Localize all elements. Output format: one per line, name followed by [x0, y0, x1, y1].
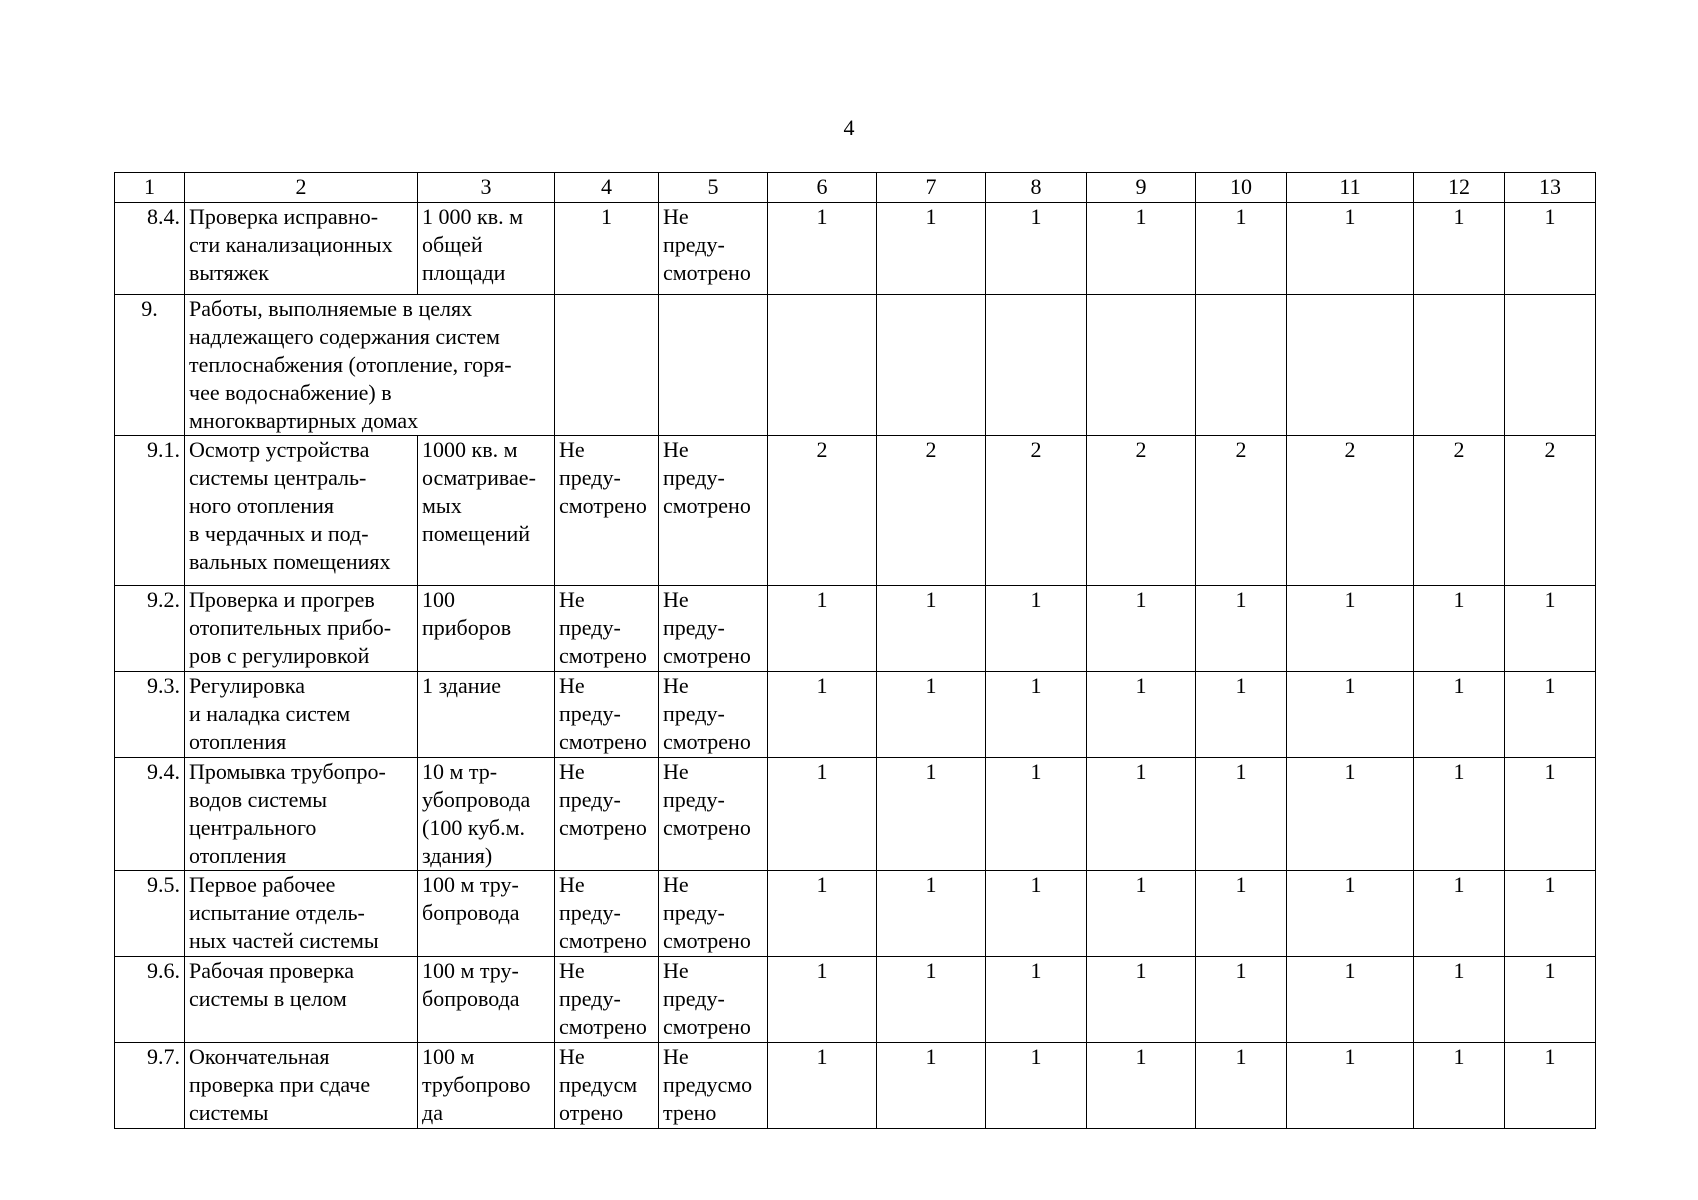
value-cell: 1 [1196, 672, 1287, 758]
table-row [115, 758, 1596, 871]
value-cell [986, 295, 1087, 436]
header-cell: 11 [1287, 173, 1414, 203]
value-cell [877, 295, 986, 436]
value-cell: 1 [1287, 672, 1414, 758]
col4-cell: Не преду- смотрено [555, 436, 659, 586]
value-cell: 1 [1087, 672, 1196, 758]
value-cell: 1 [1287, 1043, 1414, 1129]
col5-cell: Не преду- смотрено [659, 871, 768, 957]
unit-cell: 100 м трубопрово да [418, 1043, 555, 1129]
value-cell: 1 [1087, 203, 1196, 295]
value-cell: 1 [1505, 758, 1596, 871]
value-cell: 1 [877, 586, 986, 672]
value-cell: 1 [986, 758, 1087, 871]
value-cell: 1 [768, 1043, 877, 1129]
table-row [115, 672, 1596, 758]
work-name: Промывка трубопро- водов системы центрального отопления [185, 758, 418, 871]
table-row [115, 1043, 1596, 1129]
value-cell: 1 [768, 203, 877, 295]
value-cell: 1 [986, 672, 1087, 758]
table-row [115, 295, 1596, 436]
header-cell: 9 [1087, 173, 1196, 203]
row-number: 8.4. [115, 203, 185, 295]
value-cell: 2 [1414, 436, 1505, 586]
col5-cell [659, 295, 768, 436]
value-cell: 1 [877, 758, 986, 871]
value-cell: 1 [768, 758, 877, 871]
row-number: 9.7. [115, 1043, 185, 1129]
col5-cell: Не преду- смотрено [659, 203, 768, 295]
header-cell: 6 [768, 173, 877, 203]
col4-cell: Не преду- смотрено [555, 586, 659, 672]
value-cell [1196, 295, 1287, 436]
value-cell [1414, 295, 1505, 436]
value-cell: 1 [1196, 871, 1287, 957]
value-cell: 1 [986, 957, 1087, 1043]
value-cell: 1 [877, 957, 986, 1043]
unit-cell: 100 приборов [418, 586, 555, 672]
value-cell: 1 [1414, 1043, 1505, 1129]
value-cell: 1 [1505, 672, 1596, 758]
value-cell: 1 [1087, 1043, 1196, 1129]
value-cell [1505, 295, 1596, 436]
value-cell: 1 [1196, 1043, 1287, 1129]
value-cell: 1 [1196, 203, 1287, 295]
value-cell: 1 [1414, 871, 1505, 957]
value-cell: 1 [1196, 957, 1287, 1043]
row-number: 9.2. [115, 586, 185, 672]
work-name: Регулировка и наладка систем отопления [185, 672, 418, 758]
value-cell: 2 [986, 436, 1087, 586]
value-cell: 1 [1505, 586, 1596, 672]
header-cell: 4 [555, 173, 659, 203]
header-cell: 3 [418, 173, 555, 203]
value-cell: 1 [986, 203, 1087, 295]
value-cell: 1 [1087, 758, 1196, 871]
page-number: 4 [843, 115, 855, 140]
row-number: 9.5. [115, 871, 185, 957]
value-cell: 1 [1087, 871, 1196, 957]
value-cell: 1 [768, 957, 877, 1043]
work-name: Работы, выполняемые в целях надлежащего содержания систем теплоснабжения (отопление, горя- чее водоснабжение) в многоквартирных домах [185, 295, 555, 436]
row-number: 9.4. [115, 758, 185, 871]
col5-cell: Не преду- смотрено [659, 672, 768, 758]
table-row [115, 203, 1596, 295]
col4-cell: Не преду- смотрено [555, 758, 659, 871]
col4-cell: Не предусм отрено [555, 1043, 659, 1129]
value-cell: 1 [986, 871, 1087, 957]
value-cell: 1 [877, 672, 986, 758]
table-row [115, 957, 1596, 1043]
value-cell [1287, 295, 1414, 436]
value-cell: 1 [768, 672, 877, 758]
header-cell: 5 [659, 173, 768, 203]
col5-cell: Не преду- смотрено [659, 436, 768, 586]
value-cell [768, 295, 877, 436]
header-cell: 1 [115, 173, 185, 203]
table-row [115, 436, 1596, 586]
value-cell: 1 [1505, 203, 1596, 295]
col4-cell: 1 [555, 203, 659, 295]
value-cell: 1 [877, 871, 986, 957]
unit-cell: 100 м тру- бопровода [418, 871, 555, 957]
value-cell: 1 [1505, 957, 1596, 1043]
col5-cell: Не предусмо трено [659, 1043, 768, 1129]
row-number: 9.6. [115, 957, 185, 1043]
col4-cell [555, 295, 659, 436]
work-name: Окончательная проверка при сдаче системы [185, 1043, 418, 1129]
work-name: Рабочая проверка системы в целом [185, 957, 418, 1043]
value-cell: 1 [1087, 586, 1196, 672]
header-cell: 12 [1414, 173, 1505, 203]
value-cell: 1 [877, 1043, 986, 1129]
col4-cell: Не преду- смотрено [555, 871, 659, 957]
value-cell: 1 [768, 871, 877, 957]
value-cell: 1 [1287, 871, 1414, 957]
header-cell: 2 [185, 173, 418, 203]
table-row [115, 871, 1596, 957]
value-cell: 1 [1414, 586, 1505, 672]
col4-cell: Не преду- смотрено [555, 672, 659, 758]
value-cell: 1 [1414, 203, 1505, 295]
work-name: Проверка и прогрев отопительных прибо- ров с регулировкой [185, 586, 418, 672]
col5-cell: Не преду- смотрено [659, 586, 768, 672]
col5-cell: Не преду- смотрено [659, 957, 768, 1043]
value-cell: 1 [768, 586, 877, 672]
unit-cell: 1 здание [418, 672, 555, 758]
value-cell: 2 [1505, 436, 1596, 586]
value-cell: 1 [1196, 758, 1287, 871]
value-cell [1087, 295, 1196, 436]
row-number: 9. [115, 295, 185, 436]
header-cell: 8 [986, 173, 1087, 203]
value-cell: 1 [1414, 758, 1505, 871]
value-cell: 2 [1196, 436, 1287, 586]
header-row [115, 173, 1596, 203]
value-cell: 1 [1087, 957, 1196, 1043]
unit-cell: 1000 кв. м осматривае- мых помещений [418, 436, 555, 586]
maintenance-table [114, 172, 1596, 1129]
value-cell: 1 [1287, 203, 1414, 295]
value-cell: 1 [1287, 758, 1414, 871]
unit-cell: 10 м тр- убопровода (100 куб.м. здания) [418, 758, 555, 871]
value-cell: 2 [768, 436, 877, 586]
col5-cell: Не преду- смотрено [659, 758, 768, 871]
value-cell: 1 [877, 203, 986, 295]
value-cell: 2 [1087, 436, 1196, 586]
value-cell: 1 [1196, 586, 1287, 672]
unit-cell: 1 000 кв. м общей площади [418, 203, 555, 295]
work-name: Проверка исправно- сти канализационных вытяжек [185, 203, 418, 295]
value-cell: 1 [1287, 957, 1414, 1043]
row-number: 9.3. [115, 672, 185, 758]
value-cell: 2 [877, 436, 986, 586]
header-cell: 10 [1196, 173, 1287, 203]
col4-cell: Не преду- смотрено [555, 957, 659, 1043]
value-cell: 1 [1414, 672, 1505, 758]
value-cell: 1 [1414, 957, 1505, 1043]
value-cell: 1 [986, 1043, 1087, 1129]
table-row [115, 586, 1596, 672]
value-cell: 1 [1287, 586, 1414, 672]
row-number: 9.1. [115, 436, 185, 586]
value-cell: 2 [1287, 436, 1414, 586]
value-cell: 1 [986, 586, 1087, 672]
value-cell: 1 [1505, 871, 1596, 957]
header-cell: 13 [1505, 173, 1596, 203]
header-cell: 7 [877, 173, 986, 203]
value-cell: 1 [1505, 1043, 1596, 1129]
work-name: Первое рабочее испытание отдель- ных частей системы [185, 871, 418, 957]
unit-cell: 100 м тру- бопровода [418, 957, 555, 1043]
work-name: Осмотр устройства системы централь- ного отопления в чердачных и под- вальных помещениях [185, 436, 418, 586]
